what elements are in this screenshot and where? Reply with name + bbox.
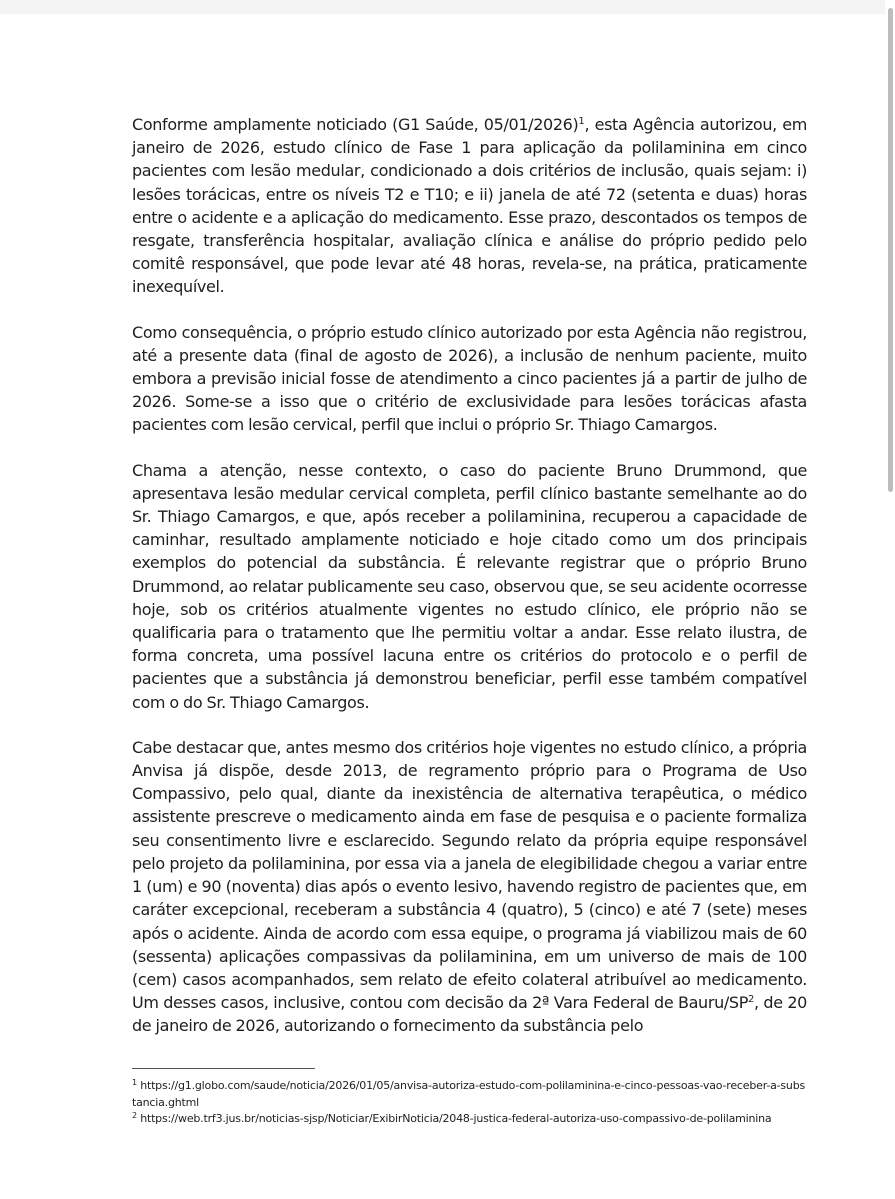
footnote-1 [132,1078,807,1111]
viewer-top-bar [0,0,895,14]
document-body [132,113,807,1038]
paragraph-1 [132,113,807,299]
footnote-divider [132,1068,315,1069]
footnote-2-number: 2 [132,1111,137,1120]
scrollbar-thumb[interactable] [888,8,893,492]
footnote-2-link[interactable]: https://web.trf3.jus.br/noticias-sjsp/Noticiar/ExibirNoticia/2048-justica-federal-autoriza-uso-compassivo-de-polilaminina [140,1112,772,1125]
paragraph-1-text-before: Conforme amplamente noticiado (G1 Saúde, 05/01/2026) [132,115,579,134]
footnote-ref-1[interactable]: 1 [578,116,585,127]
paragraph-2: Como consequência, o próprio estudo clínico autorizado por esta Agência não registrou, até a presente data (final de agosto de 2026), a inclusão de nenhum paciente, muito embora a previsão inicial fosse de atendimento a cinco pacientes já a partir de julho de 2026. Some-se a isso que o critério de exclusividade para lesões torácicas afasta pacientes com lesão cervical, perfil que inclui o próprio Sr. Thiago Camargos. [132,322,807,435]
footnote-2 [132,1111,807,1128]
footnote-1-number: 1 [132,1078,137,1087]
footnotes-section [132,1068,807,1128]
paragraph-1-text-after: , esta Agência autorizou, em janeiro de 2026, estudo clínico de Fase 1 para aplicação da polilaminina em cinco pacientes com lesão medular, condicionado a dois critérios de inclusão, quais sejam: i) lesões torácicas, entre os níveis T2 e T10; e ii) janela de até 72 (setenta e duas) horas entre o acidente e a aplicação do medicamento. Esse prazo, descontados os tempos de resgate, transferência hospitalar, avaliação clínica e análise do próprio pedido pelo comitê responsável, que pode levar até 48 horas, revela-se, na prática, praticamente inexequível. [132,115,807,297]
paragraph-4-text-after: , de 20 de janeiro de 2026, autorizando o fornecimento da substância pelo [132,993,807,1036]
vertical-scrollbar[interactable] [885,0,895,1199]
footnote-1-link[interactable]: https://g1.globo.com/saude/noticia/2026/01/05/anvisa-autoriza-estudo-com-polilaminina-e-cinco-pessoas-vao-receber-a-substancia.ghtml [132,1079,806,1109]
paragraph-4-text-before: Cabe destacar que, antes mesmo dos critérios hoje vigentes no estudo clínico, a própria Anvisa já dispõe, desde 2013, de regramento próprio para o Programa de Uso Compassivo, pelo qual, diante da inexistência de alternativa terapêutica, o médico assistente prescreve o medicamento ainda em fase de pesquisa e o paciente formaliza seu consentimento livre e esclarecido. Segundo relato da própria equipe responsável pelo projeto da polilaminina, por essa via a janela de elegibilidade chegou a variar entre 1 (um) e 90 (noventa) dias após o evento lesivo, havendo registro de pacientes que, em caráter excepcional, receberam a substância 4 (quatro), 5 (cinco) e até 7 (sete) meses após o acidente. Ainda de acordo com essa equipe, o programa já viabilizou mais de 60 (sessenta) aplicações compassivas da polilaminina, em um universo de mais de 100 (cem) casos acompanhados, sem relato de efeito colateral atribuível ao medicamento. Um desses casos, inclusive, contou com decisão da 2ª Vara Federal de Bauru/SP [132,737,807,1013]
paragraph-4 [132,736,807,1038]
paragraph-3: Chama a atenção, nesse contexto, o caso do paciente Bruno Drummond, que apresentava lesão medular cervical completa, perfil clínico bastante semelhante ao do Sr. Thiago Camargos, e que, após receber a polilaminina, recuperou a capacidade de caminhar, resultado amplamente noticiado e hoje citado como um dos principais exemplos do potencial da substância. É relevante registrar que o próprio Bruno Drummond, ao relatar publicamente seu caso, observou que, se seu acidente ocorresse hoje, sob os critérios atualmente vigentes no estudo clínico, ele próprio não se qualificaria para o tratamento que lhe permitiu voltar a andar. Esse relato ilustra, de forma concreta, uma possível lacuna entre os critérios do protocolo e o perfil de pacientes que a substância já demonstrou beneficiar, perfil esse também compatível com o do Sr. Thiago Camargos. [132,460,807,712]
footnote-ref-2[interactable]: 2 [748,994,755,1006]
